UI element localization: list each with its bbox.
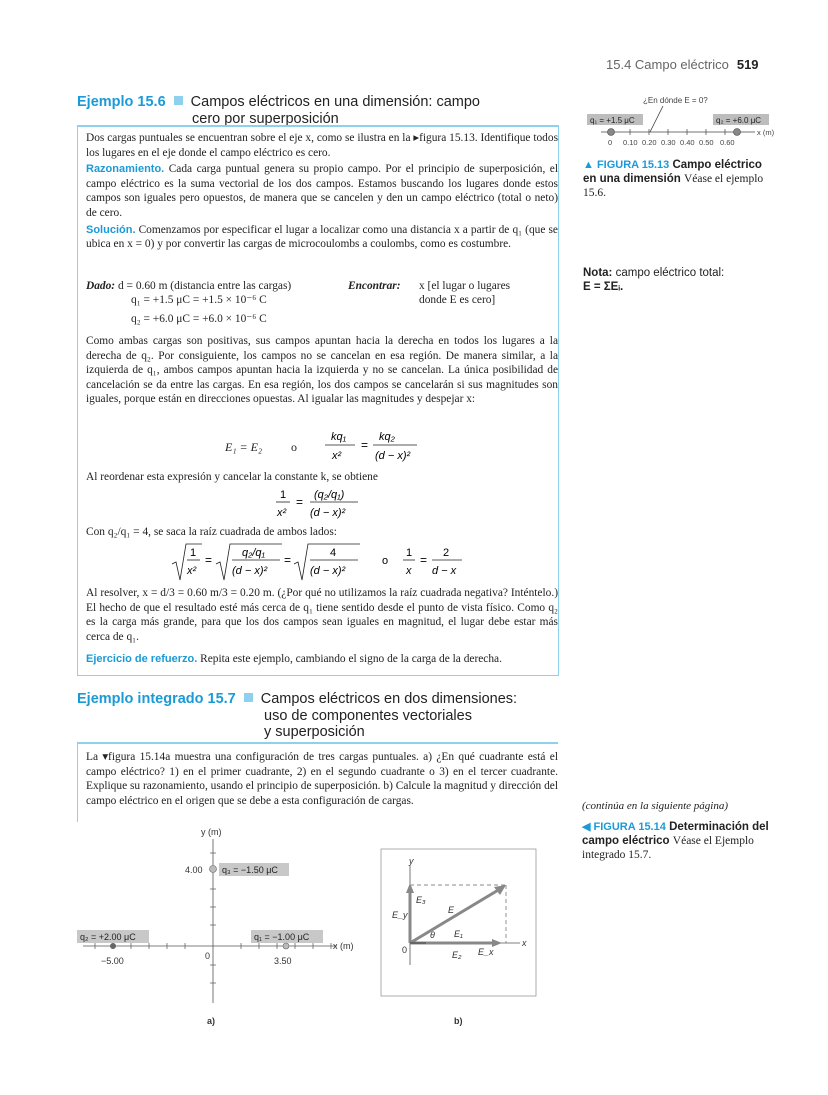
fig-b-y: y xyxy=(409,856,414,866)
example-title-1: Campos eléctricos en una dimensión: campo xyxy=(190,94,480,110)
eq1-or: o xyxy=(291,440,297,454)
fig1513-axis: x (m) xyxy=(757,128,775,137)
example2-title-3: y superposición xyxy=(264,724,365,740)
example-title-2: cero por superposición xyxy=(192,111,339,127)
dado-line-2: q₁ = +1.5 μC = +1.5 × 10⁻⁶ C xyxy=(131,294,267,306)
example2-title-1: Campos eléctricos en dos dimensiones: xyxy=(260,691,518,707)
razonamiento-paragraph xyxy=(86,162,558,220)
exercise-paragraph xyxy=(86,652,558,667)
example-body xyxy=(86,131,558,252)
svg-text:=: = xyxy=(205,553,213,567)
heading-square xyxy=(244,693,253,702)
fig-b-theta: θ xyxy=(430,930,435,940)
svg-text:x²: x² xyxy=(277,507,287,519)
note-text: campo eléctrico total: xyxy=(615,267,725,279)
fig-b-E2: E₂ xyxy=(452,950,462,960)
solucion-paragraph xyxy=(86,223,558,252)
fig1513-tick-6: 0.60 xyxy=(720,138,735,147)
svg-text:2: 2 xyxy=(443,547,450,559)
continued-note: (continúa en la siguiente página) xyxy=(582,800,729,812)
encontrar-label: Encontrar: xyxy=(348,280,401,292)
fig-b-Ey: E_y xyxy=(392,910,408,920)
note-label: Nota: xyxy=(583,267,613,279)
svg-text:kq₁: kq₁ xyxy=(331,431,347,443)
equation-2 xyxy=(276,486,366,522)
svg-text:=: = xyxy=(420,553,428,567)
example2-heading xyxy=(77,690,577,740)
svg-text:(d − x)²: (d − x)² xyxy=(375,450,411,462)
encontrar-line-2: donde E es cero] xyxy=(419,294,496,306)
svg-text:1: 1 xyxy=(190,547,197,559)
fig1513-tick-5: 0.50 xyxy=(699,138,714,147)
section-title: 15.4 Campo eléctrico xyxy=(606,57,729,72)
reorder-text: Al reordenar esta expresión y cancelar la constante k, se obtiene xyxy=(86,471,378,483)
figure-15-13 xyxy=(587,94,777,156)
svg-text:o: o xyxy=(382,555,389,567)
heading-square xyxy=(174,96,183,105)
dado-line-1: d = 0.60 m (distancia entre las cargas) xyxy=(118,280,292,292)
fig1513-tick-0: 0 xyxy=(608,138,613,147)
fig-b-Ex: E_x xyxy=(478,947,494,957)
fig1514-caption-title: Determinación del campo eléctrico xyxy=(582,821,769,847)
fig-a-ylabel: y (m) xyxy=(201,827,222,837)
fig1514-caption-label: ◀ FIGURA 15.14 xyxy=(582,821,666,833)
fig-a-m500: −5.00 xyxy=(101,956,124,966)
figure-15-14a xyxy=(75,825,365,1035)
ratio-text: Con q₂/q₁ = 4, se saca la raíz cuadrada de ambos lados: xyxy=(86,526,337,538)
equation-1 xyxy=(225,430,525,464)
note-box xyxy=(583,266,773,294)
resolve-paragraph: Al resolver, x = d/3 = 0.60 m/3 = 0.20 m. (¿Por qué no utilizamos la raíz cuadrada negativa? Inténtelo.) El hecho de que el resultado esté más cerca de q₁ tiene sentido desde el punto de vista físico. Como q₂ es la carga más grande, para que los dos campos sean iguales en magnitud, el lugar debe estar más cerca de q₁. xyxy=(86,587,558,643)
svg-text:=: = xyxy=(296,495,304,509)
svg-text:x²: x² xyxy=(187,565,197,577)
note-formula: E = ΣEᵢ. xyxy=(583,281,624,293)
fig1513-question: ¿En dónde E = 0? xyxy=(643,96,708,105)
fig1513-tick-1: 0.10 xyxy=(623,138,638,147)
running-header xyxy=(606,57,759,72)
svg-text:(d − x)²: (d − x)² xyxy=(310,507,346,519)
given-block xyxy=(86,279,556,325)
fig-a-q1: q₁ = −1.00 μC xyxy=(254,932,310,942)
svg-text:x²: x² xyxy=(332,450,342,462)
razonamiento-text: Cada carga puntual genera su propio campo. Por el principio de superposición, el campo eléctrico es la suma vectorial de los dos campos. Estamos buscando los lugares donde estos campos son iguales pero opuestos, de manera que se cancelen y den un campo eléctrico (total o neto) de cero. xyxy=(86,163,558,219)
fig-a-q2: q₂ = +2.00 μC xyxy=(80,932,136,942)
svg-text:q₂/q₁: q₂/q₁ xyxy=(242,547,265,559)
fig1513-tick-3: 0.30 xyxy=(661,138,676,147)
fig1513-q2: q₂ = +6.0 μC xyxy=(716,116,762,125)
fig-b-x: x xyxy=(522,938,527,948)
fig1513-tick-2: 0.20 xyxy=(642,138,657,147)
svg-text:(d − x)²: (d − x)² xyxy=(232,565,268,577)
svg-text:1: 1 xyxy=(406,547,413,559)
svg-text:=: = xyxy=(284,553,292,567)
fig1513-q1: q₁ = +1.5 μC xyxy=(590,116,635,125)
fig-b-E3: E₃ xyxy=(416,895,426,905)
svg-text:kq₂: kq₂ xyxy=(379,431,395,443)
dado-line-3: q₂ = +6.0 μC = +6.0 × 10⁻⁶ C xyxy=(131,313,267,325)
fig-a-400: 4.00 xyxy=(185,865,203,875)
fig1513-tick-4: 0.40 xyxy=(680,138,695,147)
svg-text:x: x xyxy=(406,565,412,577)
ejercicio-text: Repita este ejemplo, cambiando el signo de la carga de la derecha. xyxy=(200,653,502,665)
svg-text:(d − x)²: (d − x)² xyxy=(310,565,346,577)
fig1513-caption-text: Véase el ejemplo 15.6. xyxy=(583,173,764,199)
fig-b-E1: E₁ xyxy=(454,929,463,939)
page-number: 519 xyxy=(736,57,759,72)
paragraph-2: Como ambas cargas son positivas, sus campos apuntan hacia la derecha en todos los lugares a la derecha de q₂. Por consiguiente, los campos no se cancelan en esa región. De manera similar, a la izquierda de q₁, ambos campos apuntan hacia la izquierda y no se cancelan. La única posibilidad de cancelación se da entre las cargas. En esa región, los dos campos se cancelarán si sus magnitudes son iguales, porque están en direcciones opuestas. Al igualar las magnitudes y despejar x: xyxy=(86,335,558,406)
eq1-fractions xyxy=(317,430,427,464)
fig-b-label: b) xyxy=(454,1016,463,1026)
fig1514-caption-text: Véase el Ejemplo integrado 15.7. xyxy=(582,835,754,861)
fig-b-E: E xyxy=(448,905,455,915)
eq1-left: E₁ = E₂ xyxy=(225,440,263,454)
razonamiento-label: Razonamiento. xyxy=(86,163,165,176)
svg-text:=: = xyxy=(361,438,369,452)
fig-a-label: a) xyxy=(207,1016,216,1026)
fig-a-350: 3.50 xyxy=(274,956,292,966)
solucion-text: Comenzamos por especificar el lugar a localizar como una distancia x a partir de q₁ (que se ubica en x = 0) y por convertir las cargas de microcoulombs a coulombs, como es costumbre. xyxy=(86,223,558,251)
example-number: Ejemplo 15.6 xyxy=(77,94,166,110)
fig1513-caption-title: Campo eléctrico en una dimensión xyxy=(583,159,762,185)
svg-text:1: 1 xyxy=(280,489,287,501)
fig-b-0: 0 xyxy=(402,945,408,955)
svg-text:d − x: d − x xyxy=(432,565,457,577)
fig1513-caption-label: ▲ FIGURA 15.13 xyxy=(583,159,670,171)
svg-text:(q₂/q₁): (q₂/q₁) xyxy=(314,489,345,501)
fig1514-caption xyxy=(582,820,772,862)
fig1513-caption xyxy=(583,158,773,200)
intro-paragraph: Dos cargas puntuales se encuentran sobre el eje x, como se ilustra en la ▸figura 15.13. Identifique todos los lugares en el eje donde el campo eléctrico es cero. xyxy=(86,132,558,159)
fig-a-q3: q₃ = −1.50 μC xyxy=(222,865,278,875)
figure-15-14b xyxy=(380,845,540,1030)
encontrar-line-1: x [el lugar o lugares xyxy=(419,280,511,292)
example2-title-2: uso de componentes vectoriales xyxy=(264,708,472,724)
example2-number: Ejemplo integrado 15.7 xyxy=(77,691,236,707)
dado-label: Dado: xyxy=(86,280,116,292)
example-heading xyxy=(77,93,577,127)
svg-text:4: 4 xyxy=(330,547,337,559)
example2-text: La ▾figura 15.14a muestra una configuración de tres cargas puntuales. a) ¿En qué cuadrante está el campo eléctrico? 1) en el primer cuadrante, 2) en el segundo cuadrante o 3) en el tercer cuadrante. Explique su razonamiento, usando el principio de superposición. b) Calcule la magnitud y dirección del campo eléctrico en el origen que se debe a esta configuración de cargas. xyxy=(86,751,558,807)
fig-a-xlabel: x (m) xyxy=(333,941,354,951)
equation-3 xyxy=(170,542,470,584)
ejercicio-label: Ejercicio de refuerzo. xyxy=(86,653,198,665)
solucion-label: Solución. xyxy=(86,223,136,236)
fig-a-0: 0 xyxy=(205,951,211,961)
